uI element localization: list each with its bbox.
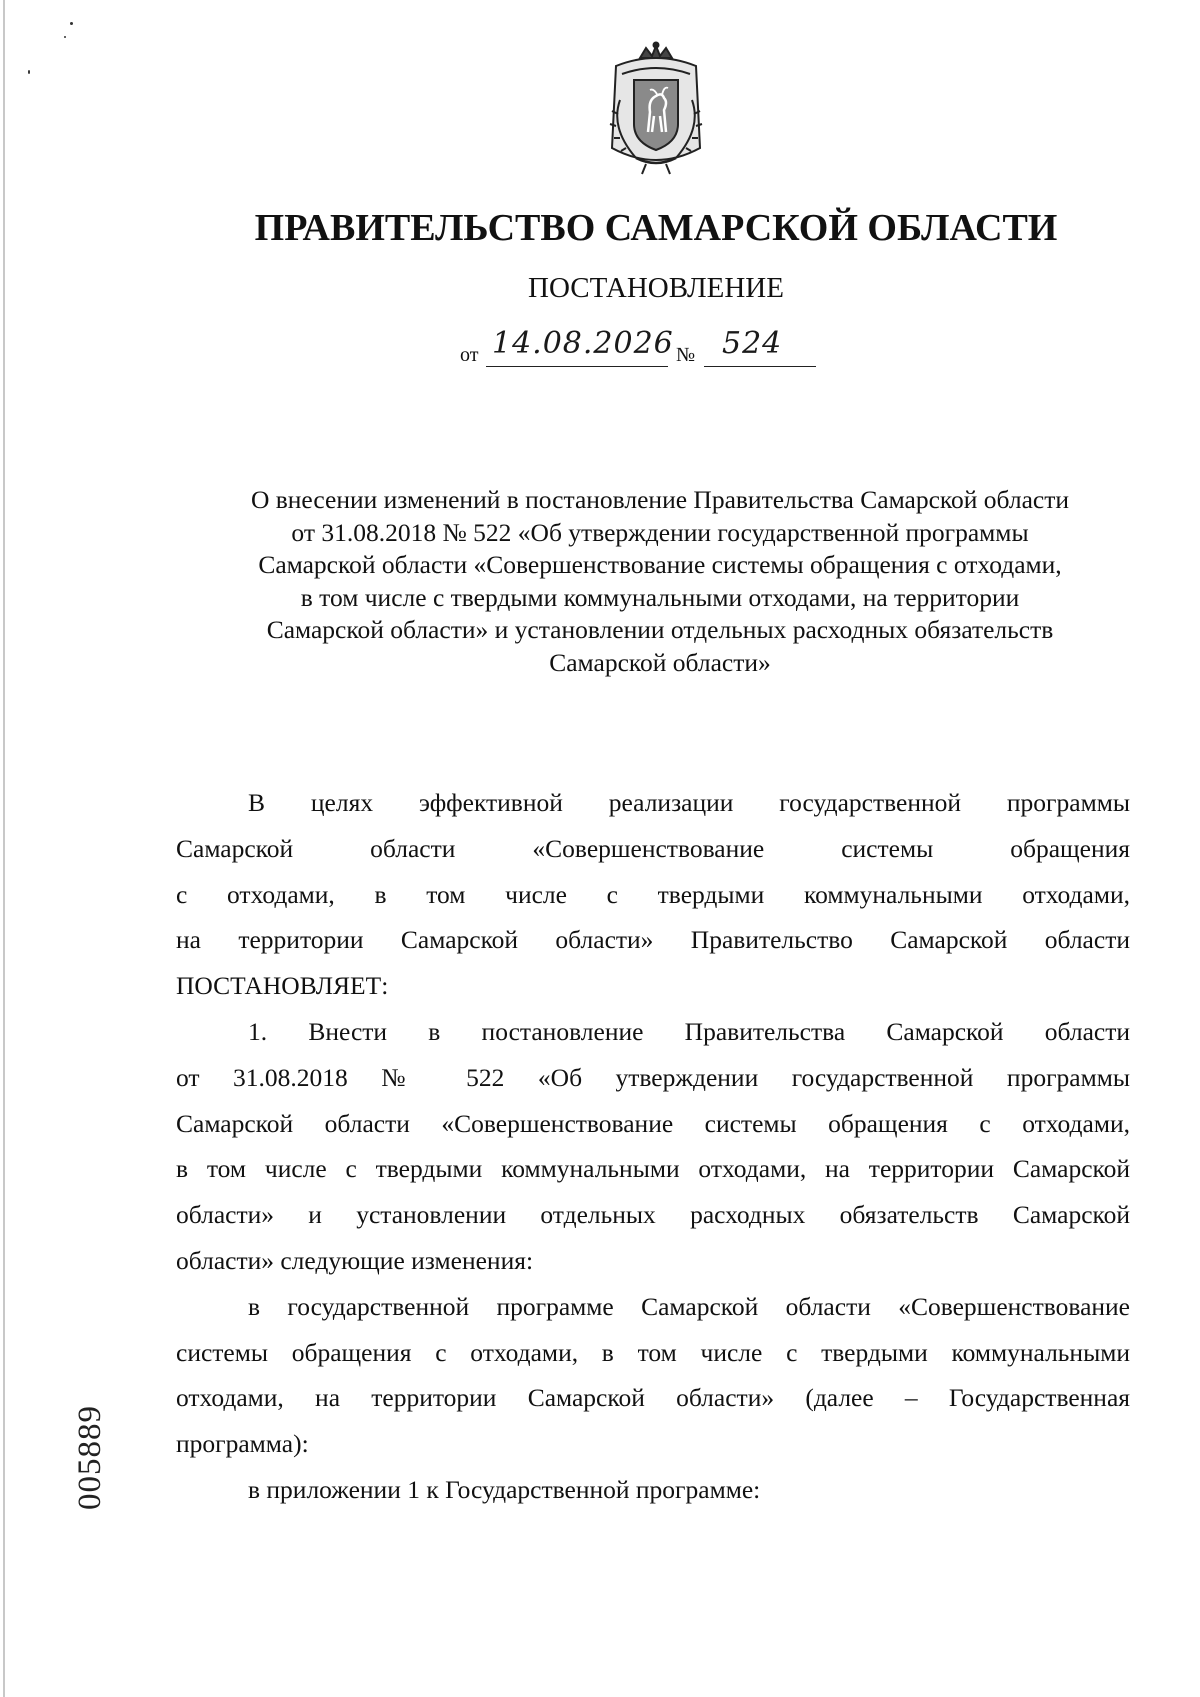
paragraph-annex: [176, 1467, 1130, 1513]
subject-line: Самарской области»: [549, 647, 771, 677]
date-underline: [486, 366, 668, 367]
text-line: В целях эффективной реализации государственной программы: [248, 788, 1130, 817]
text-line: в приложении 1 к Государственной программе:: [248, 1474, 761, 1504]
scan-speck: [64, 36, 66, 38]
text-line: с отходами, в том числе с твердыми коммунальными отходами,: [176, 879, 1130, 909]
paragraph-preamble: [176, 780, 1130, 1009]
subject-line: в том числе с твердыми коммунальными отходами, на территории: [300, 582, 1020, 612]
number-underline: [704, 366, 816, 367]
date-label: от: [460, 344, 479, 366]
document-subject: [180, 484, 1140, 679]
organization-title: ПРАВИТЕЛЬСТВО САМАРСКОЙ ОБЛАСТИ: [254, 207, 1058, 249]
text-line: 1. Внести в постановление Правительства Самарской области: [248, 1016, 1130, 1046]
number-label: №: [676, 344, 696, 366]
document-type: ПОСТАНОВЛЕНИЕ: [528, 272, 784, 304]
subject-line: от 31.08.2018 № 522 «Об утверждении государственной программы: [291, 517, 1029, 547]
subject-line: Самарской области «Совершенствование системы обращения с отходами,: [258, 550, 1062, 579]
samara-region-coat-of-arms-icon: [596, 40, 716, 180]
text-line: на территории Самарской области» Правительство Самарской области: [176, 925, 1130, 955]
text-line: от 31.08.2018 № 522 «Об утверждении государственной программы: [176, 1062, 1130, 1092]
text-line: Самарской области «Совершенствование системы обращения: [176, 833, 1130, 863]
scan-speck: [28, 70, 30, 74]
text-line: отходами, на территории Самарской области» (далее – Государственная: [176, 1383, 1130, 1413]
paragraph-item-1: [176, 1009, 1130, 1284]
subject-line: О внесении изменений в постановление Правительства Самарской области: [250, 485, 1070, 514]
paragraph-program: [176, 1284, 1130, 1467]
scan-edge: [3, 0, 5, 1697]
text-line: области» и установлении отдельных расходных обязательств Самарской: [176, 1200, 1130, 1230]
subject-line: Самарской области» и установлении отдельных расходных обязательств: [266, 615, 1054, 644]
text-line: программа):: [176, 1429, 309, 1459]
side-serial-number: 005889: [72, 1405, 108, 1510]
handwritten-number: 524: [722, 326, 783, 361]
scan-speck: [70, 22, 73, 25]
text-line: в государственной программе Самарской области «Совершенствование: [248, 1291, 1130, 1321]
document-body: [176, 780, 1130, 1513]
text-line: области» следующие изменения:: [176, 1245, 534, 1275]
text-line: Самарской области «Совершенствование системы обращения с отходами,: [176, 1108, 1130, 1138]
text-line: в том числе с твердыми коммунальными отходами, на территории Самарской: [176, 1154, 1130, 1184]
handwritten-date: 14.08.2026: [492, 326, 674, 361]
text-line: системы обращения с отходами, в том числе с твердыми коммунальными: [176, 1337, 1130, 1367]
text-line: ПОСТАНОВЛЯЕТ:: [176, 971, 389, 1001]
